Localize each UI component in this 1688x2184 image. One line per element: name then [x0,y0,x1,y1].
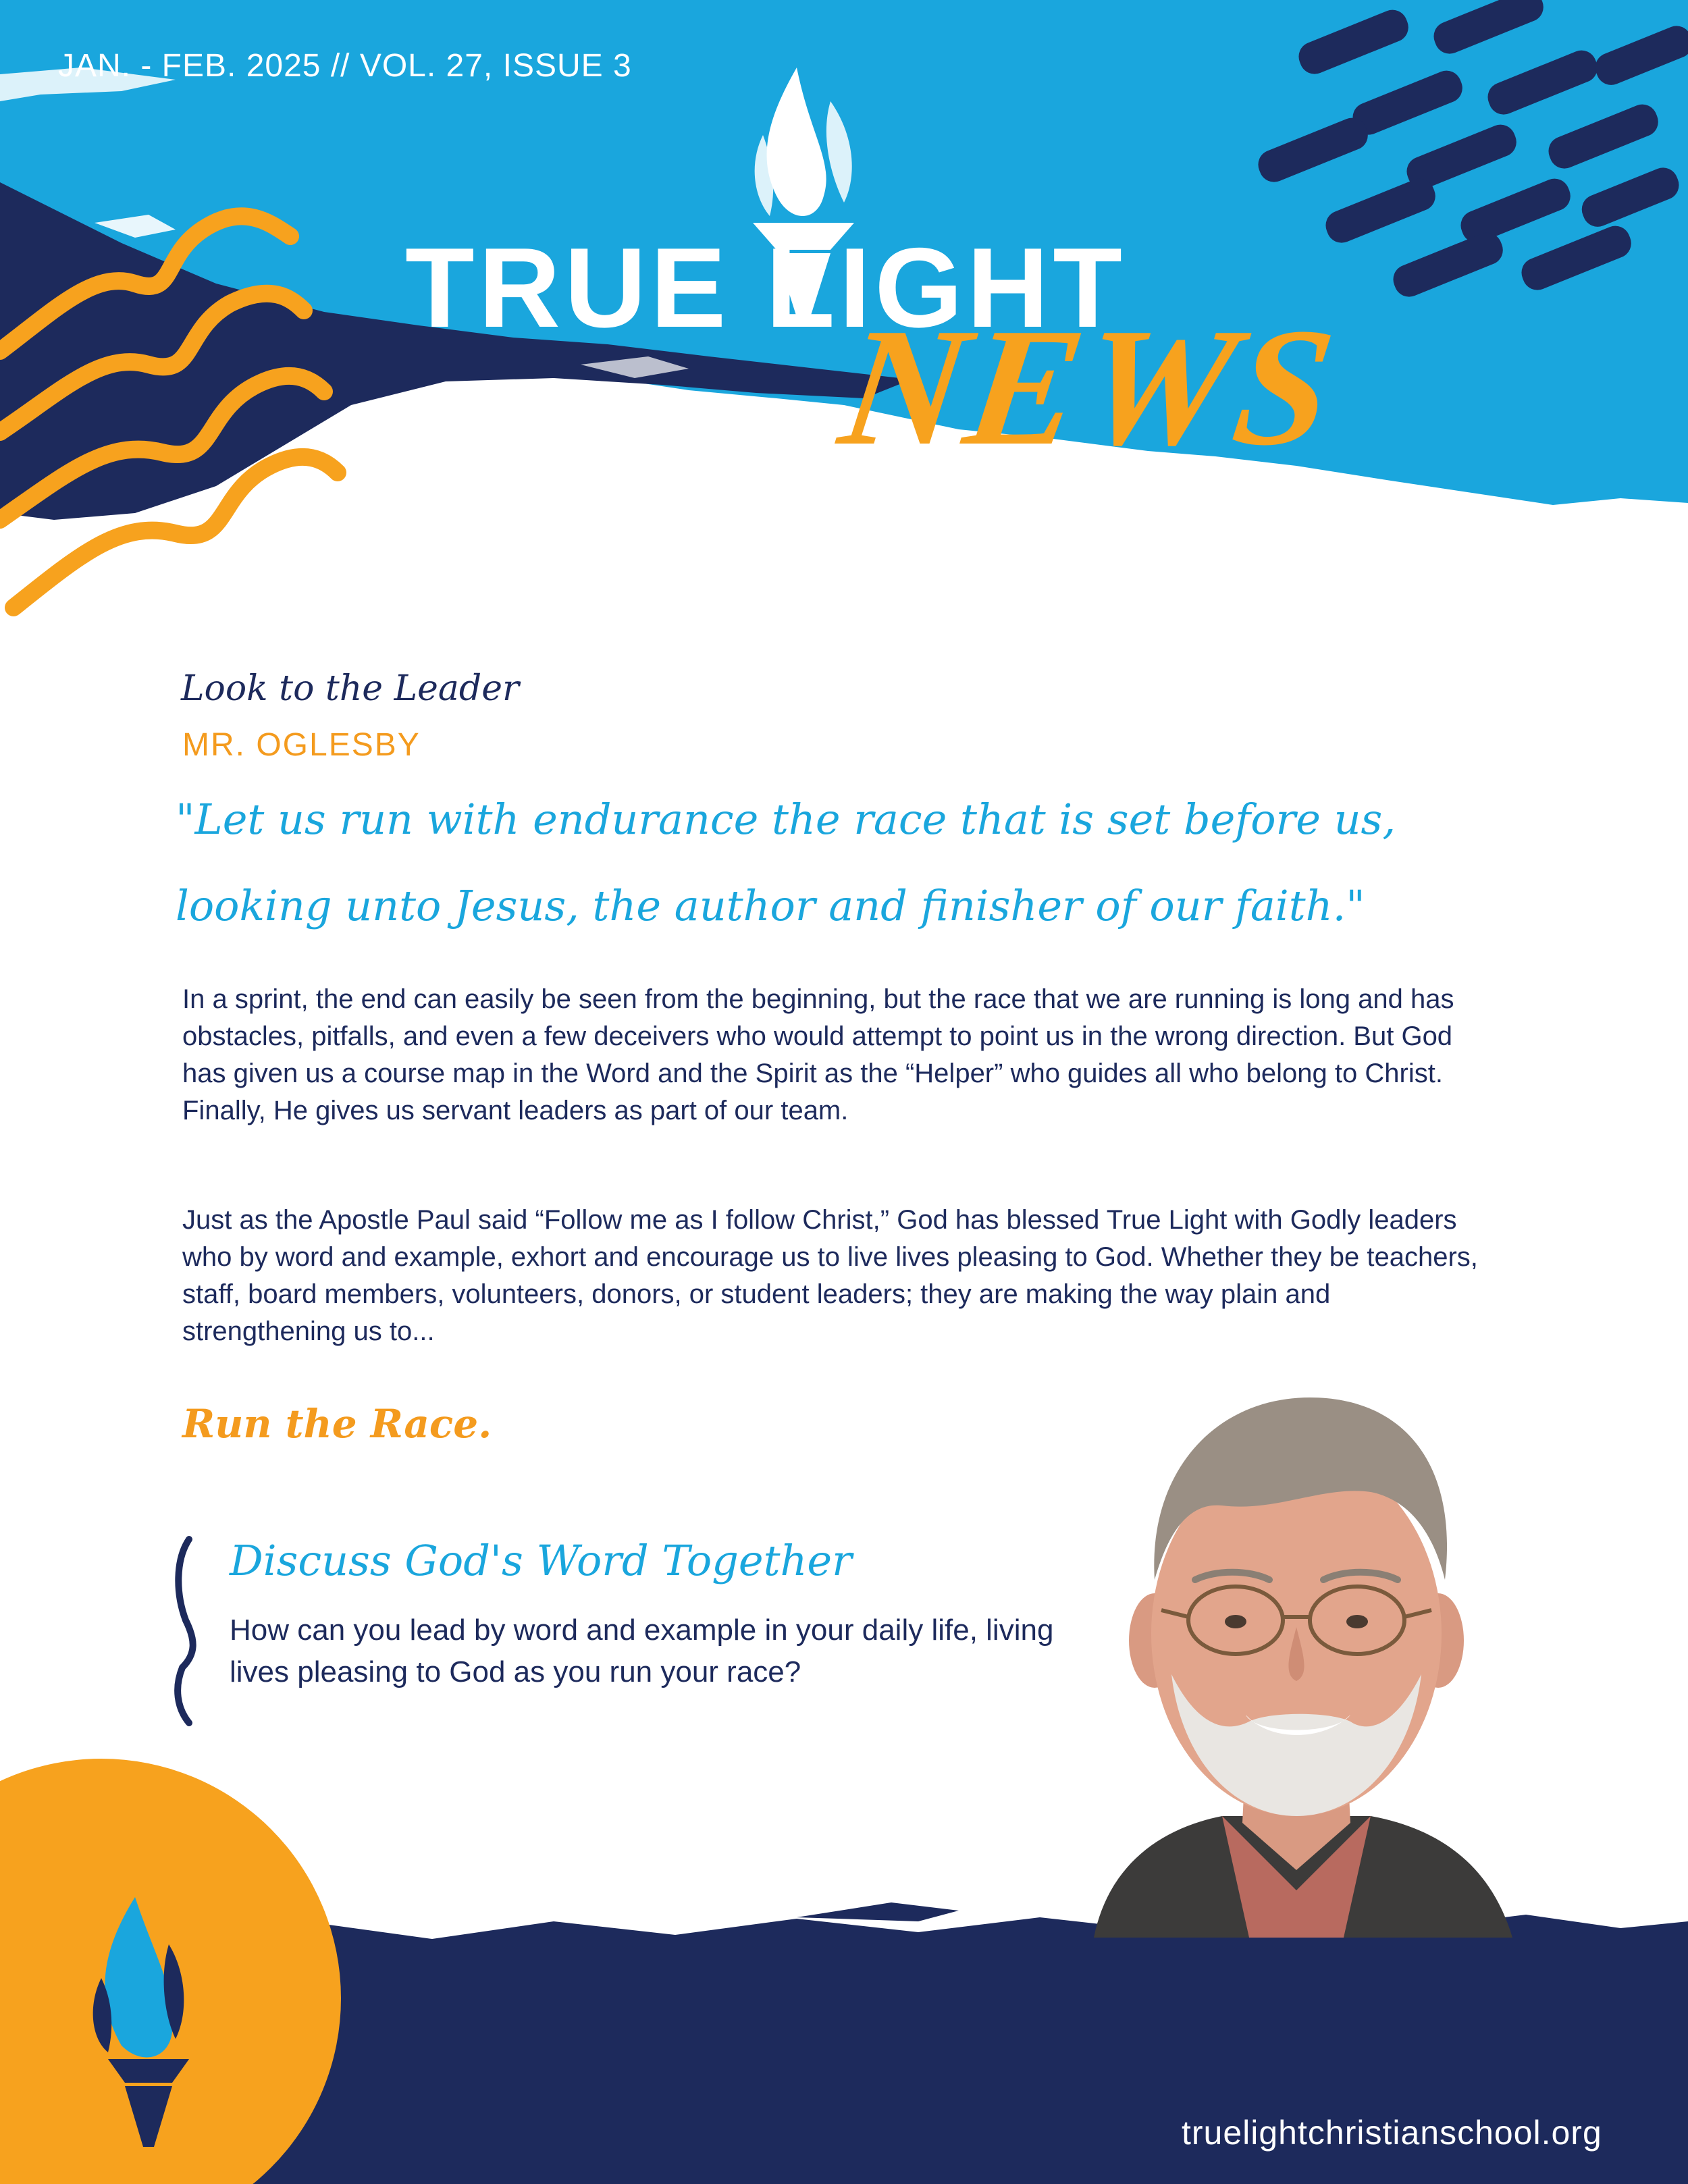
scripture-quote: "Let us run with endurance the race that is set before us, looking unto Jesus, the author and finisher of our faith." [176,795,1396,930]
curly-bracket-icon [169,1533,203,1728]
newsletter-title: TRUE LIGHT [405,224,1126,351]
newsletter-subtitle-news: NEWS [830,294,1347,481]
run-the-race-tagline: Run the Race. [182,1401,492,1447]
section-kicker: Look to the Leader [181,668,519,709]
discuss-heading: Discuss God's Word Together [230,1536,852,1585]
discuss-question: How can you lead by word and example in your daily life, living lives pleasing to God as you run your race? [230,1614,1054,1688]
article-paragraph-1: In a sprint, the end can easily be seen from the beginning, but the race that we are running is long and has obstacles, pitfalls, and even a few deceivers who would attempt to point us in the wrong direction. But God has given us a course map in the Word and the Spirit as the “Helper” who guides all who belong to Christ. Finally, He gives us servant leaders as part of our team. [182,984,1454,1125]
article-paragraph-2: Just as the Apostle Paul said “Follow me as I follow Christ,” God has blessed True Light with Godly leaders who by word and example, exhort and encourage us to live lives pleasing to God. Whether they be teachers, staff, board members, volunteers, donors, or student leaders; they are making the way plain and strengthening us to... [182,1205,1478,1346]
website-link[interactable]: truelightchristianschool.org [1182,2114,1602,2152]
portrait-photo [1053,1357,1539,1938]
issue-date-line: JAN. - FEB. 2025 // VOL. 27, ISSUE 3 [58,48,632,84]
author-name: MR. OGLESBY [182,727,421,763]
